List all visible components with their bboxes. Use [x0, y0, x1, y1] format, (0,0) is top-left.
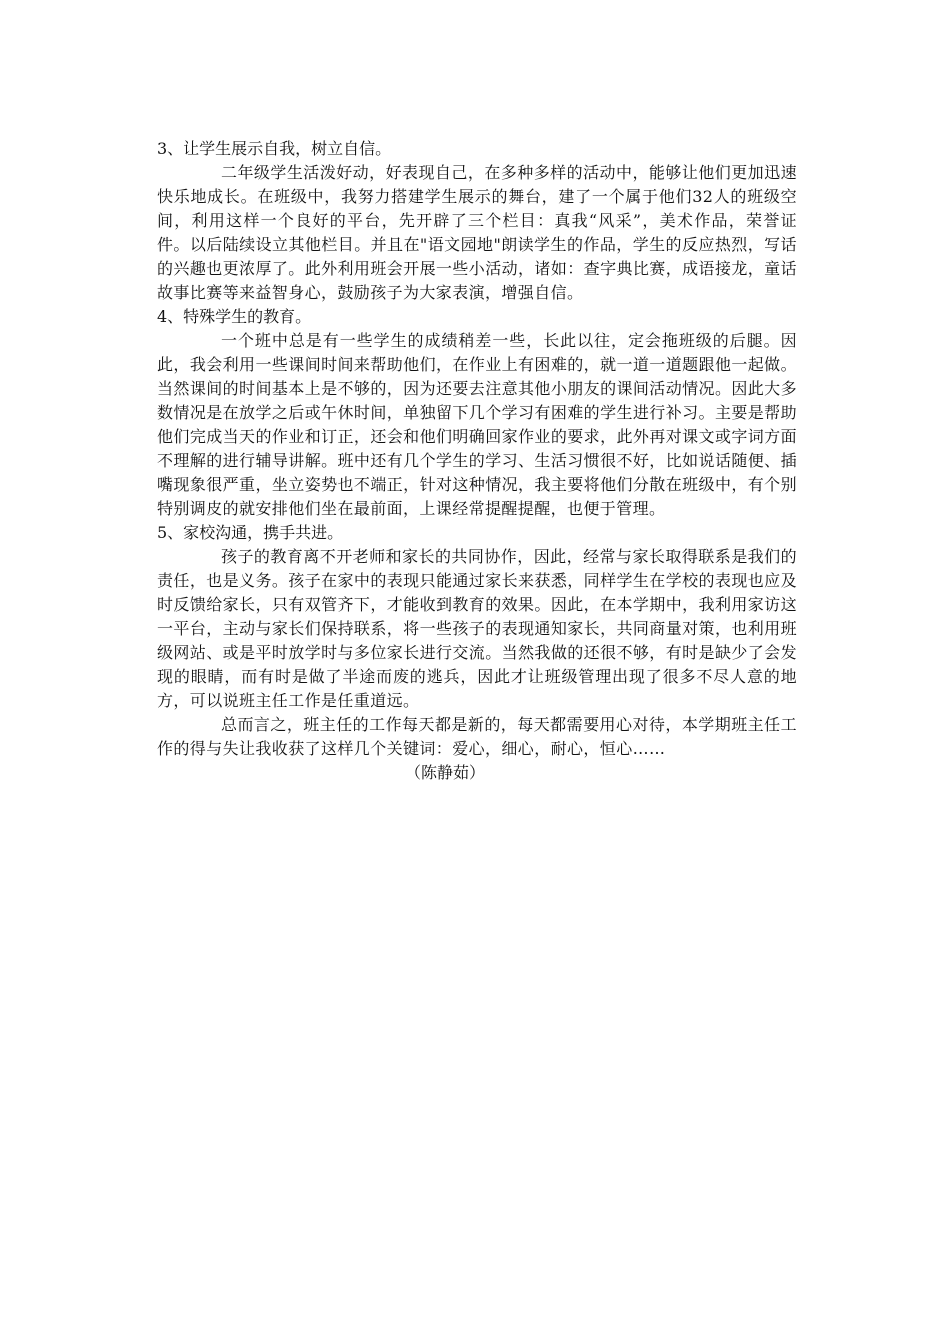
section-4-paragraph: 一个班中总是有一些学生的成绩稍差一些，长此以往，定会拖班级的后腿。因此，我会利用一些课间时间来帮助他们，在作业上有困难的，就一道一道题跟他一起做。当然课间的时间基本上是不够的，因为还要去注意其他小朋友的课间活动情况。因此大多数情况是在放学之后或午休时间，单独留下几个学习有困难的学生进行补习。主要是帮助他们完成当天的作业和订正，还会和他们明确回家作业的要求，此外再对课文或字词方面不理解的进行辅导讲解。班中还有几个学生的学习、生活习惯很不好，比如说话随便、插嘴现象很严重，坐立姿势也不端正，针对这种情况，我主要将他们分散在班级中，有个别特别调皮的就安排他们坐在最前面，上课经常提醒提醒，也便于管理。 [157, 331, 797, 518]
author-signature: （陈静茹） [405, 763, 486, 782]
section-3-heading: 3、让学生展示自我，树立自信。 [157, 139, 392, 158]
section-5-paragraph: 孩子的教育离不开老师和家长的共同协作，因此，经常与家长取得联系是我们的责任，也是义务。孩子在家中的表现只能通过家长来获悉，同样学生在学校的表现也应及时反馈给家长，只有双管齐下，才能收到教育的效果。因此，在本学期中，我利用家访这一平台，主动与家长们保持联系，将一些孩子的表现通知家长，共同商量对策，也利用班级网站、或是平时放学时与多位家长进行交流。当然我做的还很不够，有时是缺少了会发现的眼睛，而有时是做了半途而废的逃兵，因此才让班级管理出现了很多不尽人意的地方，可以说班主任工作是任重道远。 [157, 547, 797, 710]
document-page [157, 137, 797, 785]
section-3-paragraph: 二年级学生活泼好动，好表现自己，在多种多样的活动中，能够让他们更加迅速快乐地成长。在班级中，我努力搭建学生展示的舞台，建了一个属于他们32人的班级空间，利用这样一个良好的平台，先开辟了三个栏目：真我“风采”，美术作品，荣誉证件。以后陆续设立其他栏目。并且在"语文园地"朗读学生的作品，学生的反应热烈，写话的兴趣也更浓厚了。此外利用班会开展一些小活动，诸如：查字典比赛，成语接龙，童话故事比赛等来益智身心，鼓励孩子为大家表演，增强自信。 [157, 163, 797, 302]
conclusion-paragraph: 总而言之，班主任的工作每天都是新的，每天都需要用心对待，本学期班主任工作的得与失让我收获了这样几个关键词：爱心，细心，耐心，恒心…… [157, 715, 797, 758]
section-5-heading: 5、家校沟通，携手共进。 [157, 523, 344, 542]
section-4-heading: 4、特殊学生的教育。 [157, 307, 312, 326]
